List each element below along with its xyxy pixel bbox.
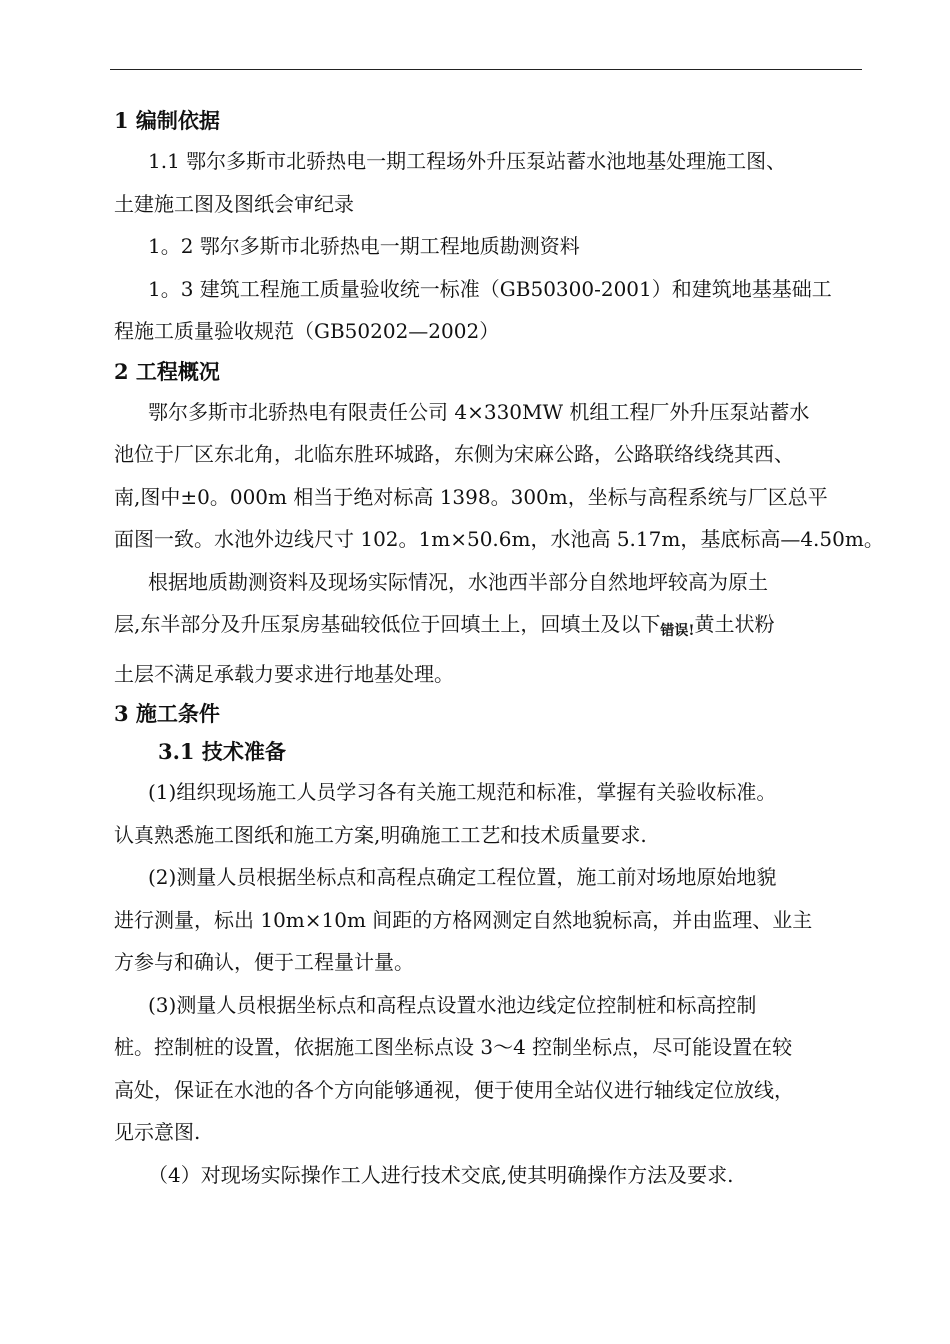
section-3-line-1: (1)组织现场施工人员学习各有关施工规范和标准，掌握有关验收标准。 (148, 780, 777, 804)
section-3-line-5: 方参与和确认，便于工程量计量。 (114, 950, 414, 974)
section-2-line-4: 面图一致。水池外边线尺寸 102。1m×50.6m，水池高 5.17m，基底标高—4.50m。 (114, 527, 884, 551)
section-3-line-7: 桩。控制桩的设置，依据施工图坐标点设 3～4 控制坐标点，尽可能设置在较 (114, 1035, 793, 1059)
section-1-line-5: 程施工质量验收规范（GB50202—2002） (114, 319, 500, 343)
section-1-line-3: 1。2 鄂尔多斯市北骄热电一期工程地质勘测资料 (148, 234, 580, 258)
section-heading-1: 1 编制依据 (114, 108, 220, 133)
section-3-line-3: (2)测量人员根据坐标点和高程点确定工程位置，施工前对场地原始地貌 (148, 865, 777, 889)
section-3-line-10: （4）对现场实际操作工人进行技术交底,使其明确操作方法及要求. (148, 1162, 734, 1187)
section-2-line-1: 鄂尔多斯市北骄热电有限责任公司 4×330MW 机组工程厂外升压泵站蓄水 (148, 399, 810, 424)
section-2-line-7: 土层不满足承载力要求进行地基处理。 (114, 661, 454, 686)
error-marker: 错误! (660, 623, 695, 639)
section-2-line-5: 根据地质勘测资料及现场实际情况，水池西半部分自然地坪较高为原土 (148, 569, 768, 594)
section-3-line-8: 高处，保证在水池的各个方向能够通视，便于使用全站仪进行轴线定位放线， (114, 1077, 794, 1102)
section-2-line-6-text: 层,东半部分及升压泵房基础较低位于回填土上，回填土及以下 (114, 612, 661, 636)
section-1-line-4: 1。3 建筑工程施工质量验收统一标准（GB50300-2001）和建筑地基基础工 (148, 276, 832, 301)
section-2-line-6-tail: 黄土状粉 (694, 612, 775, 636)
header-rule (110, 69, 862, 70)
section-2-line-3: 南,图中±0。000m 相当于绝对标高 1398。300m，坐标与高程系统与厂区总平 (114, 484, 828, 509)
subsection-heading-3-1: 3.1 技术准备 (158, 739, 286, 764)
section-2-line-2: 池位于厂区东北角，北临东胜环城路，东侧为宋麻公路，公路联络线绕其西、 (114, 442, 794, 466)
section-3-line-2: 认真熟悉施工图纸和施工方案,明确施工工艺和技术质量要求. (114, 822, 647, 847)
section-2-line-6 (114, 603, 862, 653)
section-heading-2: 2 工程概况 (114, 358, 220, 384)
section-1-line-2: 土建施工图及图纸会审纪录 (114, 191, 354, 216)
section-1-line-1: 1.1 鄂尔多斯市北骄热电一期工程场外升压泵站蓄水池地基处理施工图、 (148, 149, 787, 173)
section-3-line-6: (3)测量人员根据坐标点和高程点设置水池边线定位控制桩和标高控制 (148, 992, 757, 1017)
document-body (114, 102, 884, 1196)
section-heading-3: 3 施工条件 (114, 701, 220, 726)
section-3-line-9: 见示意图. (114, 1120, 201, 1144)
section-3-line-4: 进行测量，标出 10m×10m 间距的方格网测定自然地貌标高，并由监理、业主 (114, 907, 813, 932)
